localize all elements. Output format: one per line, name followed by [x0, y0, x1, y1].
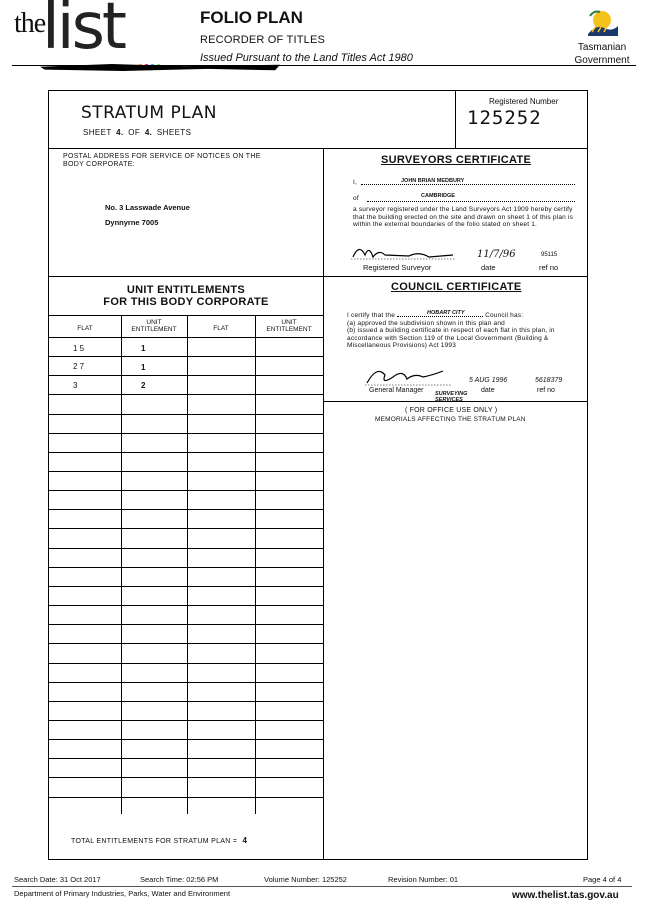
- sheet-prefix: SHEET: [83, 128, 112, 137]
- surveyor-statement: a surveyor registered under the Land Surveyors Act 1909 hereby certify that the building erected on the site and drawn on sheet 1 of this plan is within the external boundaries of the folio stated on sheet 1.: [353, 206, 574, 228]
- service-line2: SERVICES: [435, 397, 463, 403]
- surveyor-of-label: of: [353, 195, 359, 202]
- logo-the-text: the: [14, 8, 46, 39]
- thelist-logo: [12, 0, 162, 66]
- address-line-1: No. 3 Lasswade Avenue: [105, 203, 190, 212]
- council-service: [435, 391, 467, 403]
- sheet-of: OF: [128, 128, 141, 137]
- registered-number: 125252: [467, 107, 542, 129]
- dotted-line: [361, 184, 575, 185]
- entitlement-cell: 1: [141, 344, 146, 353]
- table-row-line: [49, 394, 323, 395]
- flat-cell: 1 5: [73, 344, 85, 353]
- volume-number: Volume Number: 125252: [264, 875, 347, 884]
- table-row-line: [49, 777, 323, 778]
- govt-line1: Tasmanian: [577, 42, 627, 53]
- table-row-line: [49, 452, 323, 453]
- caption-general-manager: General Manager: [369, 387, 424, 394]
- ue-title-line1: UNIT ENTITLEMENTS: [126, 284, 246, 296]
- table-row-line: [49, 528, 323, 529]
- council-certify-prefix: I certify that the: [347, 312, 396, 319]
- divider: [323, 148, 324, 859]
- surveyor-signature-icon: [349, 241, 459, 265]
- table-row-line: [49, 605, 323, 606]
- council-item-b: (b) issued a building certificate in respect of each flat in this plan, in accordance with Section 119 of the Local Government (Building & Miscellaneous Provisions) Act 1993: [347, 327, 555, 349]
- table-row-line: [49, 643, 323, 644]
- sheet-number: 4.: [116, 128, 124, 137]
- memorials-label: MEMORIALS AFFECTING THE STRATUM PLAN: [375, 416, 526, 423]
- unit-entitlements-title: [49, 284, 323, 308]
- council-certify-suffix: Council has:: [485, 312, 524, 319]
- table-row-line: [49, 337, 323, 338]
- table-row-line: [49, 701, 323, 702]
- table-row-line: [49, 797, 323, 798]
- department-name: Department of Primary Industries, Parks, Water and Environment: [14, 889, 231, 898]
- caption-ref-no: ref no: [539, 263, 559, 272]
- govt-line2: Government: [574, 55, 630, 66]
- council-date: 5 AUG 1996: [469, 377, 508, 384]
- revision-number: Revision Number: 01: [388, 875, 459, 884]
- search-date: Search Date: 31 Oct 2017: [14, 875, 101, 884]
- divider: [49, 148, 587, 149]
- caption-date: date: [481, 387, 495, 394]
- sheet-count: [83, 128, 191, 137]
- col-header-flat-2: FLAT: [213, 325, 229, 332]
- col-header-unit-line1: UNIT: [281, 319, 297, 326]
- tasmanian-tiger-icon: [582, 6, 622, 40]
- table-row-line: [49, 414, 323, 415]
- surveyor-ref: 95115: [541, 252, 558, 258]
- divider: [455, 91, 456, 149]
- service-line1: SURVEYING: [435, 391, 468, 397]
- table-row-line: [49, 682, 323, 683]
- table-row-line: [49, 509, 323, 510]
- page-number: Page 4 of 4: [583, 875, 622, 884]
- table-row-line: [49, 490, 323, 491]
- office-use-label: ( FOR OFFICE USE ONLY ): [405, 407, 498, 414]
- table-row-line: [49, 375, 323, 376]
- sheet-suffix: SHEETS: [156, 128, 192, 137]
- table-row-line: [49, 567, 323, 568]
- address-line-2: Dynnyrne 7005: [105, 218, 159, 227]
- recorder-subtitle: RECORDER OF TITLES: [200, 34, 326, 46]
- table-row-line: [49, 471, 323, 472]
- dotted-line: [367, 201, 575, 202]
- table-row-line: [49, 315, 323, 316]
- col-header-unit-entitlement: [121, 319, 187, 333]
- table-row-line: [49, 548, 323, 549]
- council-statement: [347, 312, 581, 350]
- footer-divider: [12, 886, 632, 887]
- registered-number-label: Registered Number: [489, 97, 559, 106]
- page-header: [0, 0, 646, 80]
- entitlement-cell: 2: [141, 381, 146, 390]
- flat-cell: 2 7: [73, 362, 85, 371]
- col-header-unit-entitlement-2: [255, 319, 323, 333]
- stratum-plan-title: STRATUM PLAN: [81, 103, 217, 123]
- council-name: HOBART CITY: [427, 310, 465, 316]
- table-row-line: [49, 586, 323, 587]
- website-link[interactable]: www.thelist.tas.gov.au: [512, 890, 619, 901]
- logo-list-text: list: [42, 0, 124, 64]
- council-item-a: (a) approved the subdivision shown in this plan and: [347, 319, 505, 327]
- col-header-unit-line1: UNIT: [146, 319, 162, 326]
- table-row-line: [49, 433, 323, 434]
- surveyor-i-label: I,: [353, 179, 358, 186]
- table-row-line: [49, 739, 323, 740]
- council-certificate-title: COUNCIL CERTIFICATE: [391, 281, 522, 293]
- table-row-line: [49, 758, 323, 759]
- table-row-line: [49, 720, 323, 721]
- total-value: 4: [242, 836, 248, 845]
- caption-ref-no: ref no: [537, 387, 555, 394]
- tasmanian-government-logo: [566, 6, 638, 66]
- surveyor-town: CAMBRIDGE: [421, 193, 455, 199]
- total-entitlements: [71, 836, 247, 845]
- caption-registered-surveyor: Registered Surveyor: [363, 263, 432, 272]
- folio-plan-title: FOLIO PLAN: [200, 8, 303, 27]
- page-footer: [0, 870, 646, 915]
- council-ref: 5618379: [535, 377, 563, 384]
- col-header-unit-line2: ENTITLEMENT: [266, 326, 312, 333]
- divider: [49, 276, 587, 277]
- flat-cell: 3: [73, 381, 78, 390]
- council-name-blank: [397, 316, 483, 317]
- sheet-total: 4.: [144, 128, 153, 137]
- table-row-line: [49, 663, 323, 664]
- table-row-line: [49, 356, 323, 357]
- postal-address-label: POSTAL ADDRESS FOR SERVICE OF NOTICES ON THE BODY CORPORATE:: [63, 153, 261, 168]
- entitlement-cell: 1: [141, 363, 146, 372]
- col-header-unit-line2: ENTITLEMENT: [131, 326, 177, 333]
- ue-title-line2: FOR THIS BODY CORPORATE: [103, 296, 269, 308]
- act-reference: Issued Pursuant to the Land Titles Act 1980: [200, 52, 413, 64]
- surveyor-date: 11/7/96: [477, 249, 516, 260]
- col-header-flat: FLAT: [77, 325, 93, 332]
- council-signature-icon: [363, 363, 453, 389]
- table-row-line: [49, 624, 323, 625]
- stratum-plan-sheet: [48, 90, 588, 860]
- caption-date: date: [481, 263, 496, 272]
- search-time: Search Time: 02:56 PM: [140, 875, 219, 884]
- surveyor-name: JOHN BRIAN MEDBURY: [401, 178, 465, 184]
- total-label: TOTAL ENTITLEMENTS FOR STRATUM PLAN =: [71, 838, 238, 845]
- surveyors-certificate-title: SURVEYORS CERTIFICATE: [381, 154, 532, 166]
